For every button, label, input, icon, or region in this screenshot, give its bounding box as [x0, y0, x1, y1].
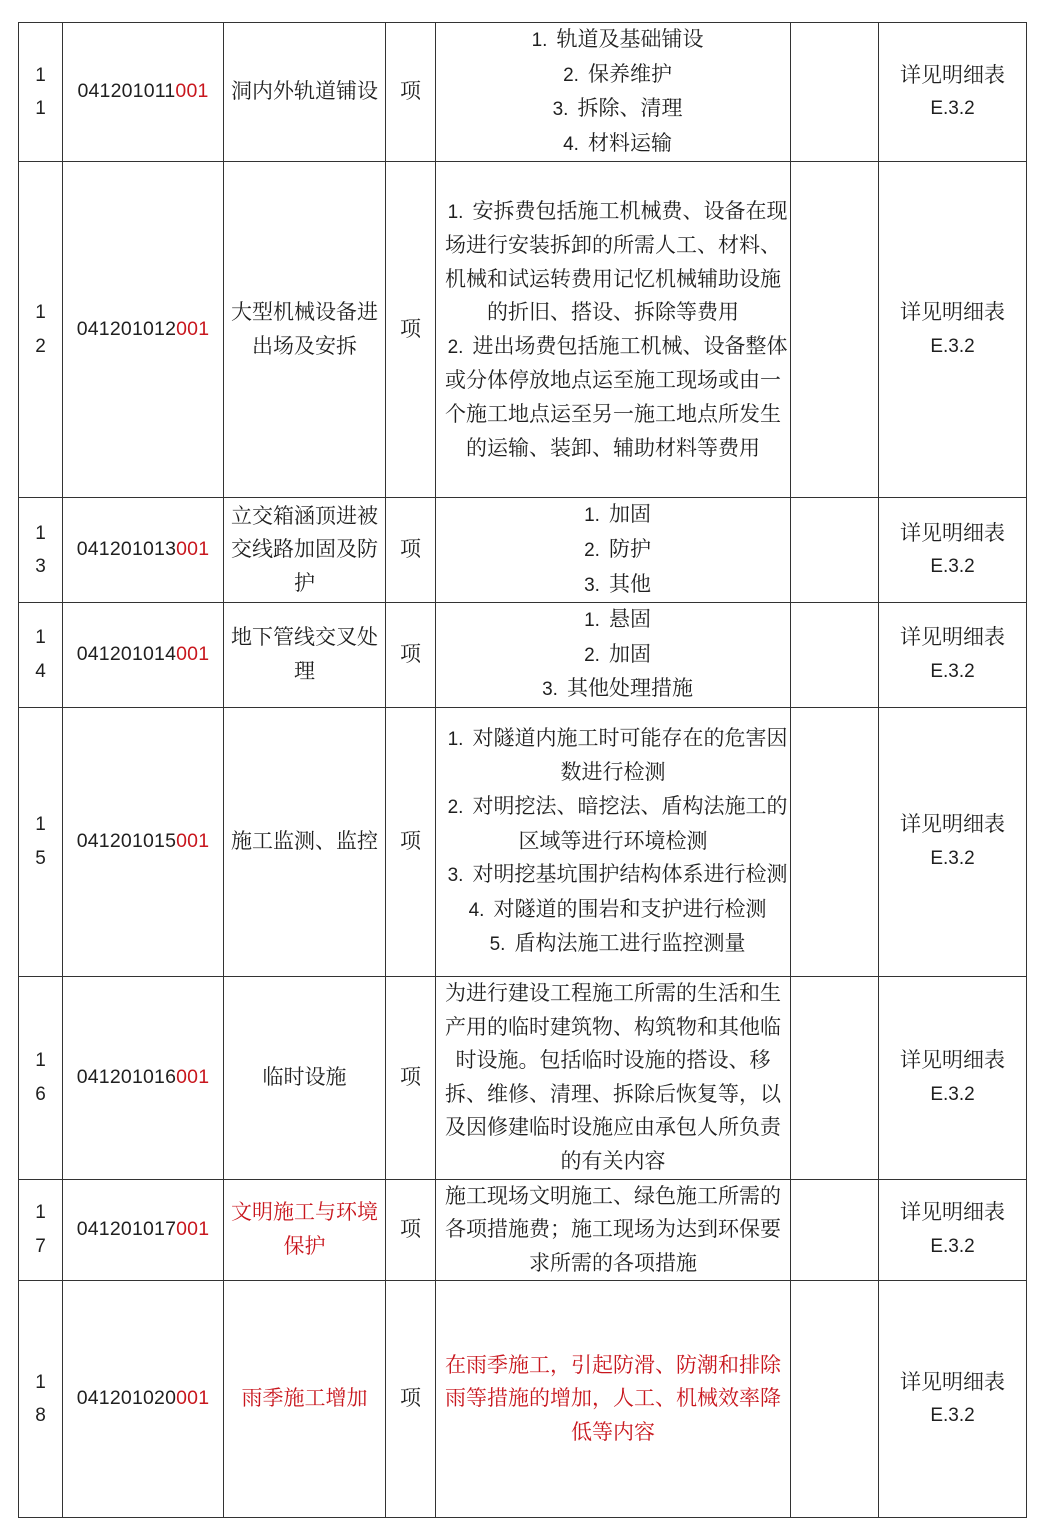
work-content-number: 1.: [531, 30, 548, 51]
unit: 项: [400, 642, 421, 667]
seq-digit-1: 1: [35, 814, 46, 836]
seq-digit-1: 1: [35, 522, 46, 544]
reference-cell: [879, 23, 1027, 162]
work-content-text: 其他处理措施: [567, 676, 693, 701]
item-code-cell: [63, 498, 224, 603]
seq-digit-1: 1: [35, 302, 46, 324]
item-code-suffix: 001: [176, 318, 210, 341]
reference-code: E.3.2: [930, 335, 975, 357]
work-content-line: [436, 1180, 790, 1281]
seq-digit-1: 1: [35, 1050, 46, 1072]
item-code-suffix: 001: [176, 643, 210, 666]
empty-cell: [791, 498, 879, 603]
work-content-text: 其他: [609, 571, 651, 596]
item-name-cell: [224, 1281, 386, 1518]
table-row: [19, 498, 1027, 603]
work-content-line: [436, 127, 790, 162]
item-code-prefix: 041201015: [76, 830, 177, 853]
table-row: [19, 707, 1027, 976]
work-content-line: [436, 672, 790, 707]
work-content-cell: [436, 23, 791, 162]
work-content-line: [436, 893, 790, 928]
work-content-line: [436, 58, 790, 93]
reference-cell: [879, 603, 1027, 708]
seq-digit-2: 3: [35, 556, 46, 578]
work-content-line: [436, 533, 790, 568]
item-code-prefix: 041201013: [76, 538, 177, 561]
seq-digit-2: 8: [35, 1405, 46, 1427]
reference-cell: [879, 498, 1027, 603]
work-content-text: 悬固: [609, 607, 651, 632]
seq-digit-2: 6: [35, 1083, 46, 1105]
work-content-line: [436, 568, 790, 603]
work-content-number: 5.: [489, 934, 506, 956]
seq-digit-2: 1: [35, 98, 46, 120]
item-code-prefix: 041201017: [76, 1218, 177, 1241]
item-code-suffix: 001: [176, 1218, 210, 1241]
item-name-cell: [224, 498, 386, 603]
work-content-text: 安拆费包括施工机械费、设备在现场进行安装拆卸的所需人工、材料、机械和试运转费用记忆机械辅助设施的折旧、搭设、拆除等费用: [445, 198, 788, 325]
unit: 项: [400, 829, 421, 854]
work-content-number: 3.: [552, 99, 569, 121]
seq-digit-2: 7: [35, 1235, 46, 1257]
work-content-line: [436, 722, 790, 790]
work-content-text: 对明挖法、暗挖法、盾构法施工的区域等进行环境检测: [472, 794, 788, 853]
item-name: 雨季施工增加: [241, 1386, 368, 1411]
item-name-cell: [224, 162, 386, 498]
empty-cell: [791, 1179, 879, 1281]
work-content-text: 施工现场文明施工、绿色施工所需的各项措施费；施工现场为达到环保要求所需的各项措施: [445, 1183, 781, 1275]
table-row: [19, 1179, 1027, 1281]
item-name: 地下管线交叉处理: [231, 625, 378, 684]
unit-cell: [386, 707, 436, 976]
seq-digit-1: 1: [35, 1371, 46, 1393]
item-code-cell: [63, 976, 224, 1179]
empty-cell: [791, 23, 879, 162]
work-content-text: 加固: [609, 641, 651, 666]
reference-cell: [879, 976, 1027, 1179]
item-code-prefix: 041201011: [77, 80, 176, 103]
work-content-number: 2.: [563, 64, 579, 86]
reference-label: 详见明细表: [900, 520, 1005, 545]
item-code-prefix: 041201012: [76, 318, 177, 341]
unit: 项: [400, 317, 421, 342]
item-code-prefix: 041201014: [76, 643, 177, 666]
empty-cell: [791, 1281, 879, 1518]
item-name: 文明施工与环境保护: [231, 1200, 378, 1258]
seq-cell: [19, 603, 63, 708]
work-content-number: 4.: [563, 133, 579, 155]
work-content-cell: [436, 603, 791, 708]
table-body: [19, 23, 1027, 1518]
work-content-text: 进出场费包括施工机械、设备整体或分体停放地点运至施工现场或由一个施工地点运至另一施工地点所发生的运输、装卸、辅助材料等费用: [445, 333, 788, 460]
seq-cell: [19, 1179, 63, 1281]
seq-cell: [19, 162, 63, 498]
work-content-text: 对明挖基坑围护结构体系进行检测: [472, 862, 788, 887]
reference-label: 详见明细表: [900, 1369, 1005, 1394]
reference-label: 详见明细表: [900, 1048, 1005, 1073]
work-content-cell: [436, 1179, 791, 1281]
measure-items-table: [18, 22, 1027, 1518]
work-content-line: [436, 498, 790, 533]
work-content-number: 1.: [584, 610, 600, 632]
work-content-line: [436, 330, 790, 465]
reference-code: E.3.2: [930, 556, 975, 578]
seq-cell: [19, 707, 63, 976]
empty-cell: [791, 603, 879, 708]
item-name: 大型机械设备进出场及安拆: [231, 300, 378, 358]
work-content-text: 防护: [609, 536, 651, 561]
seq-digit-1: 1: [35, 627, 46, 649]
empty-cell: [791, 976, 879, 1179]
reference-cell: [879, 1281, 1027, 1518]
seq-digit-2: 5: [35, 847, 46, 869]
work-content-text: 对隧道内施工时可能存在的危害因数进行检测: [472, 725, 788, 785]
unit-cell: [386, 1281, 436, 1518]
item-code-suffix: 001: [176, 1065, 210, 1088]
work-content-text: 拆除、清理: [577, 96, 683, 121]
work-content-line: [436, 23, 790, 58]
work-content-text: 材料运输: [588, 130, 672, 155]
work-content-text: 在雨季施工，引起防滑、防潮和排除雨等措施的增加，人工、机械效率降低等内容: [445, 1352, 781, 1445]
item-code-prefix: 041201016: [76, 1065, 177, 1088]
work-content-number: 2.: [584, 644, 600, 666]
seq-digit-1: 1: [35, 1202, 46, 1224]
item-name: 临时设施: [262, 1064, 347, 1089]
work-content-line: [436, 790, 790, 858]
work-content-line: [436, 1349, 790, 1450]
reference-code: E.3.2: [930, 1405, 975, 1427]
seq-cell: [19, 498, 63, 603]
seq-cell: [19, 1281, 63, 1518]
unit: 项: [400, 1386, 421, 1411]
empty-cell: [791, 162, 879, 498]
unit-cell: [386, 603, 436, 708]
table-row: [19, 603, 1027, 708]
item-name-cell: [224, 1179, 386, 1281]
seq-digit-2: 2: [35, 335, 46, 357]
work-content-line: [436, 858, 790, 893]
unit-cell: [386, 23, 436, 162]
item-code-suffix: 001: [175, 80, 209, 103]
unit-cell: [386, 976, 436, 1179]
unit-cell: [386, 162, 436, 498]
item-code-cell: [63, 707, 224, 976]
item-name: 施工监测、监控: [231, 829, 378, 854]
unit: 项: [400, 1217, 421, 1242]
work-content-number: 3.: [447, 865, 464, 887]
item-code-suffix: 001: [176, 538, 210, 561]
work-content-cell: [436, 976, 791, 1179]
work-content-number: 2.: [447, 336, 464, 358]
unit-cell: [386, 1179, 436, 1281]
reference-code: E.3.2: [930, 847, 975, 869]
unit: 项: [400, 79, 421, 104]
work-content-text: 保养维护: [588, 61, 672, 86]
seq-digit-2: 4: [35, 661, 46, 683]
work-content-number: 3.: [584, 574, 600, 596]
work-content-text: 对隧道的围岩和支护进行检测: [493, 896, 767, 921]
work-content-text: 为进行建设工程施工所需的生活和生产用的临时建筑物、构筑物和其他临时设施。包括临时设施的搭设、移拆、维修、清理、拆除后恢复等，以及因修建临时设施应由承包人所负责的有关内容: [445, 980, 781, 1173]
item-code-cell: [63, 603, 224, 708]
table-row: [19, 23, 1027, 162]
reference-code: E.3.2: [930, 98, 975, 120]
table-row: [19, 162, 1027, 498]
work-content-cell: [436, 162, 791, 498]
unit: 项: [400, 537, 421, 562]
table-row: [19, 976, 1027, 1179]
work-content-number: 4.: [468, 899, 485, 921]
unit: 项: [400, 1064, 421, 1089]
item-name-cell: [224, 23, 386, 162]
item-code-cell: [63, 23, 224, 162]
work-content-text: 盾构法施工进行监控测量: [514, 931, 746, 956]
work-content-cell: [436, 707, 791, 976]
work-content-cell: [436, 498, 791, 603]
item-name: 洞内外轨道铺设: [231, 79, 378, 104]
reference-label: 详见明细表: [900, 300, 1005, 325]
work-content-cell: [436, 1281, 791, 1518]
work-content-line: [436, 603, 790, 638]
item-name: 立交箱涵顶进被交线路加固及防护: [231, 503, 378, 596]
item-code-cell: [63, 1281, 224, 1518]
work-content-text: 轨道及基础铺设: [556, 27, 704, 51]
reference-code: E.3.2: [930, 661, 975, 683]
work-content-line: [436, 977, 790, 1179]
reference-label: 详见明细表: [900, 812, 1005, 837]
work-content-number: 2.: [447, 797, 464, 819]
reference-label: 详见明细表: [900, 625, 1005, 650]
reference-label: 详见明细表: [900, 62, 1005, 87]
empty-cell: [791, 707, 879, 976]
work-content-line: [436, 638, 790, 673]
work-content-number: 2.: [584, 539, 600, 561]
seq-cell: [19, 23, 63, 162]
work-content-number: 1.: [447, 728, 464, 750]
reference-code: E.3.2: [930, 1083, 975, 1105]
item-code-suffix: 001: [176, 830, 210, 853]
work-content-number: 3.: [542, 679, 558, 701]
work-content-text: 加固: [609, 502, 651, 527]
work-content-number: 1.: [584, 505, 600, 527]
reference-code: E.3.2: [930, 1235, 975, 1257]
seq-cell: [19, 976, 63, 1179]
table-row: [19, 1281, 1027, 1518]
reference-cell: [879, 162, 1027, 498]
work-content-line: [436, 195, 790, 330]
item-code-prefix: 041201020: [76, 1387, 177, 1410]
item-code-cell: [63, 162, 224, 498]
item-code-cell: [63, 1179, 224, 1281]
unit-cell: [386, 498, 436, 603]
reference-label: 详见明细表: [900, 1200, 1005, 1225]
item-code-suffix: 001: [176, 1387, 210, 1410]
item-name-cell: [224, 603, 386, 708]
seq-digit-1: 1: [35, 64, 46, 86]
work-content-number: 1.: [447, 201, 464, 223]
reference-cell: [879, 707, 1027, 976]
item-name-cell: [224, 976, 386, 1179]
work-content-line: [436, 927, 790, 962]
item-name-cell: [224, 707, 386, 976]
reference-cell: [879, 1179, 1027, 1281]
work-content-line: [436, 92, 790, 127]
